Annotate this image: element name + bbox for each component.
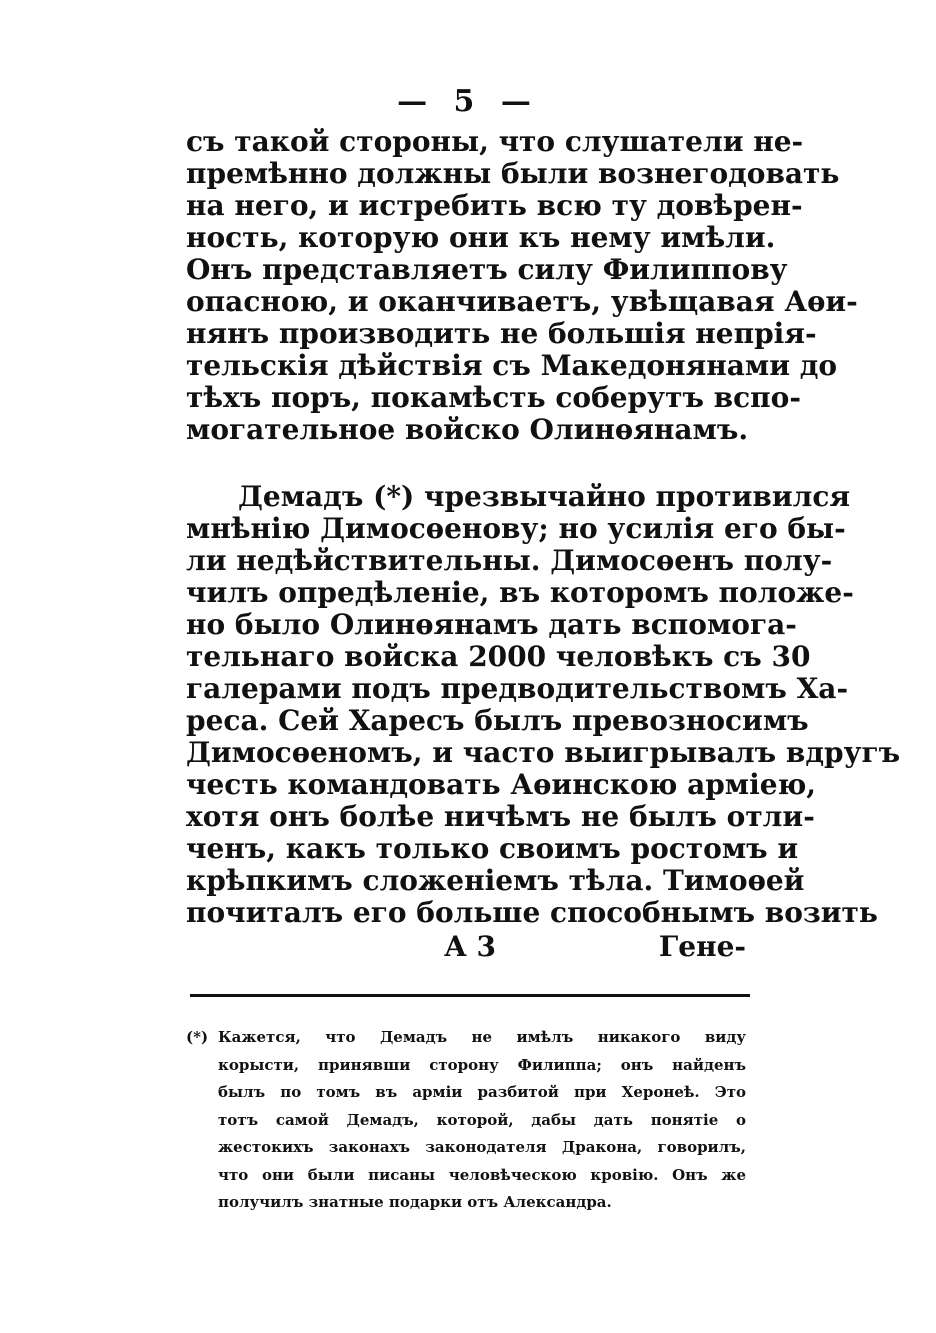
page-number-header: — 5 — <box>397 84 539 119</box>
paragraph-2 <box>186 480 901 929</box>
footnote-line: тотъ самой Демадъ, которой, дабы дать понятіе о <box>218 1110 746 1129</box>
footnote-line: былъ по томъ въ арміи разбитой при Херонеѣ. Это <box>218 1083 746 1101</box>
text-line: честь командовать Аѳинскою арміею, <box>186 768 817 801</box>
footnote-line: что они были писаны человѣческою кровію. Онъ же <box>218 1165 746 1184</box>
text-line: Демадъ (*) чрезвычайно противился <box>238 480 851 513</box>
paragraph-1 <box>186 125 858 446</box>
text-line: опасною, и оканчиваетъ, увѣщавая Аѳи- <box>186 285 858 318</box>
text-line: хотя онъ болѣе ничѣмъ не былъ отли- <box>186 800 815 833</box>
text-line: нянъ производить не большія непрія- <box>186 317 817 350</box>
text-line: могательное войско Олинѳянамъ. <box>186 413 749 446</box>
text-line: Димосѳеномъ, и часто выигрывалъ вдругъ <box>186 736 901 769</box>
text-line: крѣпкимъ сложеніемъ тѣла. Тимоѳей <box>186 864 805 897</box>
text-line: ченъ, какъ только своимъ ростомъ и <box>186 832 799 865</box>
text-line: ли недѣйствительны. Димосѳенъ полу- <box>186 544 833 577</box>
text-line: Онъ представляетъ силу Филиппову <box>186 253 788 286</box>
footnote-marker: (*) <box>186 1028 209 1046</box>
text-line: на него, и истребить всю ту довѣрен- <box>186 189 803 222</box>
text-line: почиталъ его больше способнымъ возить <box>186 896 878 929</box>
text-line: съ такой стороны, что слушатели не- <box>186 125 804 158</box>
footnote <box>186 1024 746 1217</box>
catchword: Гене- <box>658 930 746 963</box>
footnote-text: Кажется, что Демадъ не имѣлъ никакого виду <box>218 1028 746 1046</box>
text-line: но было Олинѳянамъ дать вспомога- <box>186 608 797 641</box>
text-line: тельнаго войска 2000 человѣкъ съ 30 <box>186 640 811 673</box>
text-line: тѣхъ поръ, покамѣсть соберутъ вспо- <box>186 381 801 414</box>
footnote-line: жестокихъ законахъ законодателя Дракона, говорилъ, <box>218 1138 746 1156</box>
signature-row <box>186 930 746 970</box>
text-line: тельскія дѣйствія съ Македонянами до <box>186 349 838 382</box>
footnote-line: корысти, принявши сторону Филиппа; онъ найденъ <box>218 1055 746 1074</box>
text-line: ность, которую они къ нему имѣли. <box>186 221 776 254</box>
footnote-line: получилъ знатные подарки отъ Александра. <box>218 1193 612 1211</box>
text-line: реса. Сей Харесъ былъ превозносимъ <box>186 704 809 737</box>
footnote-line <box>186 1024 746 1052</box>
text-line: галерами подъ предводительствомъ Ха- <box>186 672 849 705</box>
text-line: чилъ опредѣленіе, въ которомъ положе- <box>186 576 854 609</box>
footnote-divider <box>190 994 750 997</box>
text-line: премѣнно должны были вознегодовать <box>186 157 840 190</box>
text-line: мнѣнію Димосѳенову; но усилія его бы- <box>186 512 846 545</box>
signature-mark: А 3 <box>444 930 497 963</box>
